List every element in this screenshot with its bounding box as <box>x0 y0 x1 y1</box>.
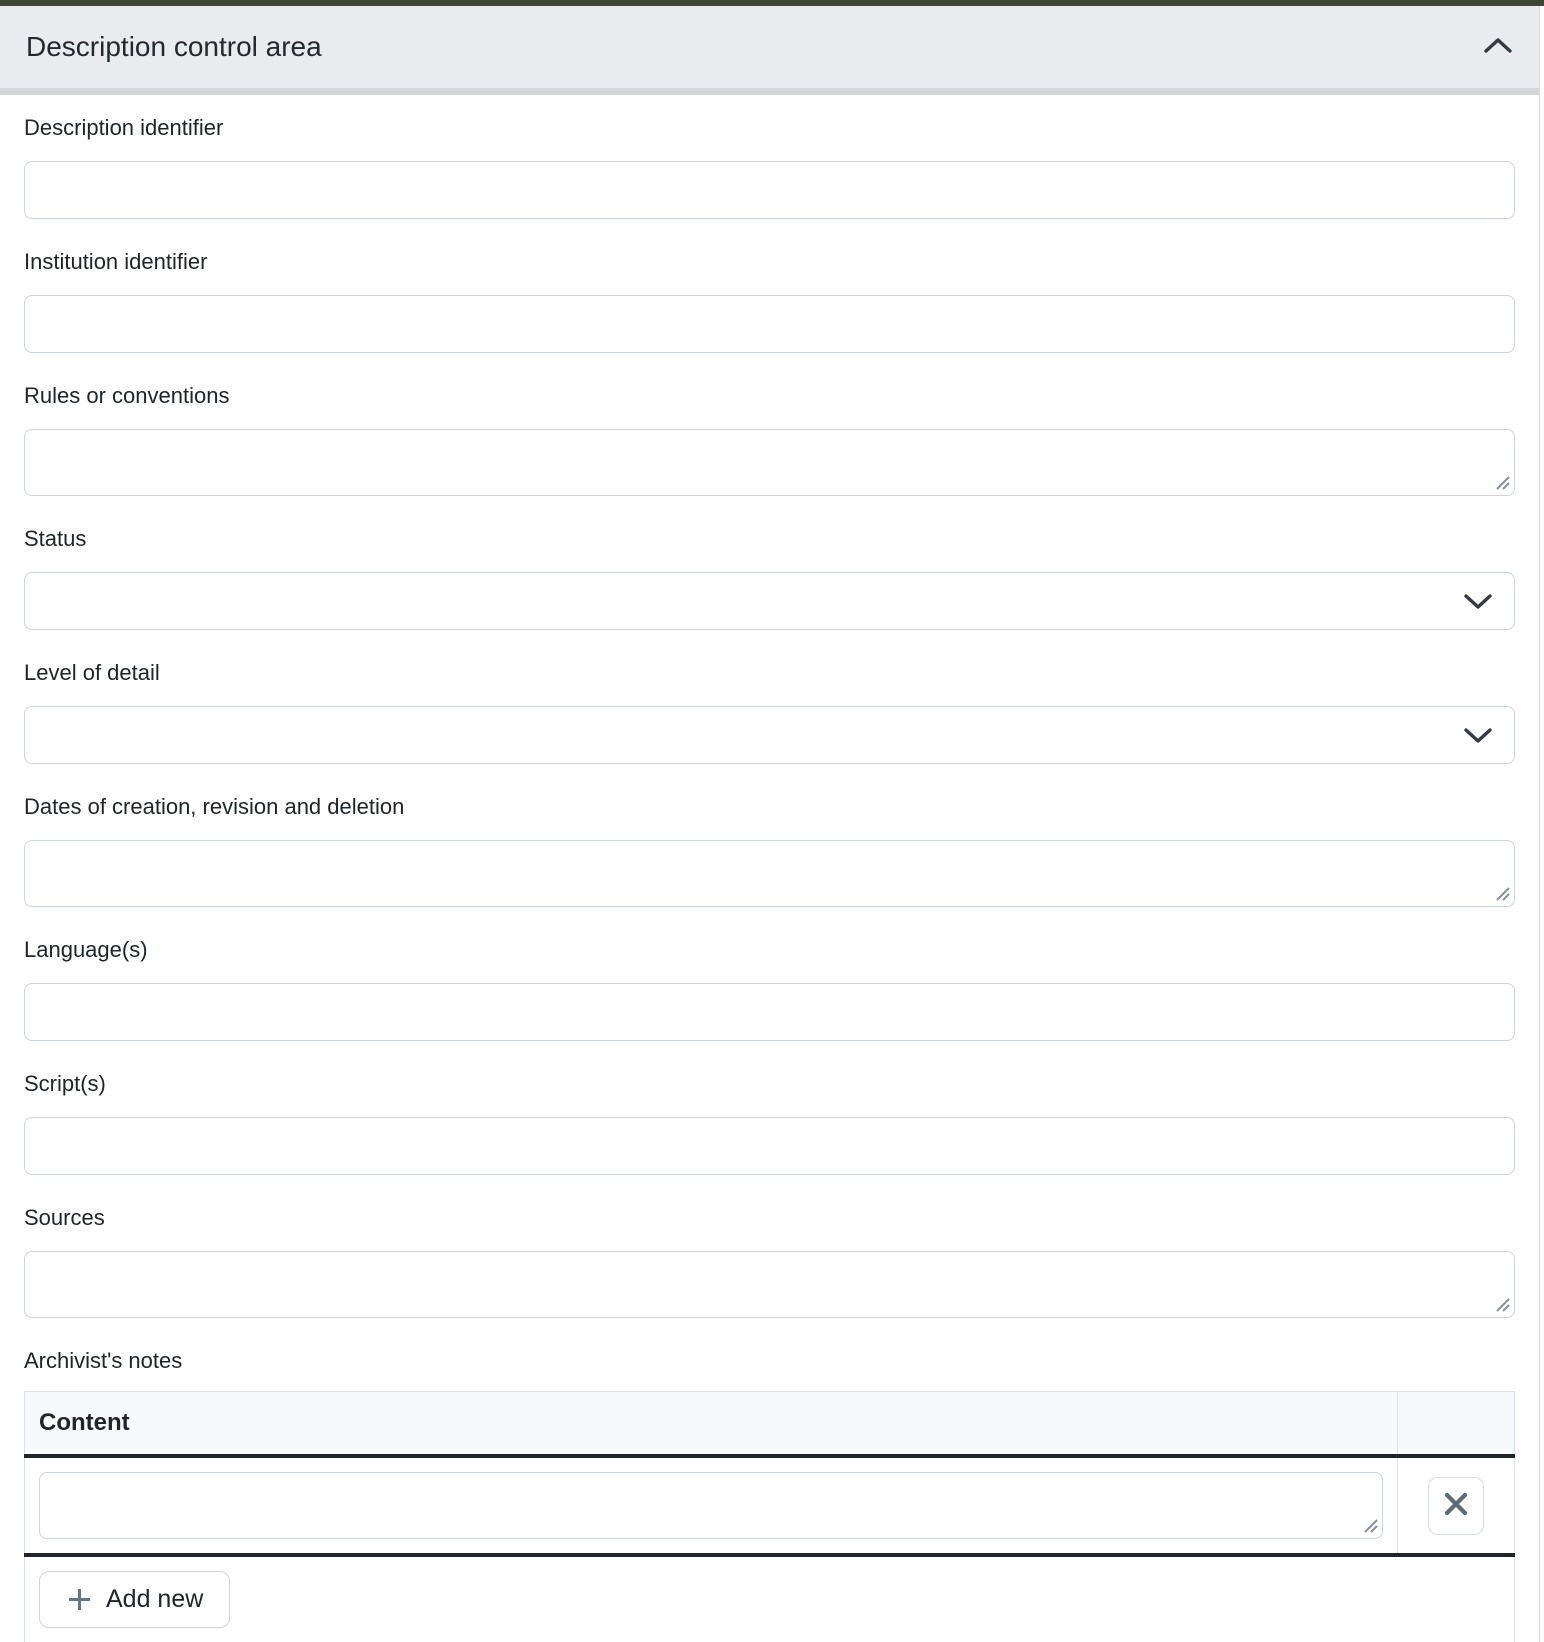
collapse-section-button[interactable] <box>1483 37 1513 57</box>
field-label: Dates of creation, revision and deletion <box>24 794 405 819</box>
field-description-identifier <box>24 113 1515 219</box>
dates-of-creation-textarea[interactable] <box>24 840 1515 907</box>
rules-or-conventions-textarea[interactable] <box>24 429 1515 496</box>
field-scripts <box>24 1069 1515 1175</box>
field-label: Description identifier <box>24 115 224 140</box>
section-header[interactable] <box>0 6 1539 88</box>
scripts-input[interactable] <box>24 1117 1515 1175</box>
field-label: Status <box>24 526 87 551</box>
table-footer-row <box>25 1555 1515 1642</box>
sources-textarea[interactable] <box>24 1251 1515 1318</box>
close-icon <box>1443 1491 1469 1520</box>
add-new-label: Add new <box>106 1585 204 1613</box>
languages-input[interactable] <box>24 983 1515 1041</box>
add-new-button[interactable] <box>39 1571 230 1628</box>
chevron-up-icon <box>1483 37 1513 57</box>
note-content-textarea[interactable] <box>39 1472 1383 1539</box>
field-languages <box>24 935 1515 1041</box>
field-label: Rules or conventions <box>24 383 230 408</box>
field-institution-identifier <box>24 247 1515 353</box>
field-dates-of-creation-revision-deletion <box>24 792 1515 907</box>
field-sources <box>24 1203 1515 1318</box>
delete-row-button[interactable] <box>1428 1477 1484 1535</box>
description-control-area-panel <box>0 6 1540 1642</box>
level-of-detail-select[interactable] <box>24 706 1515 764</box>
archivists-notes-table <box>24 1391 1515 1642</box>
table-header-actions <box>1398 1392 1515 1457</box>
field-label: Sources <box>24 1205 105 1230</box>
plus-icon <box>66 1586 93 1613</box>
table-row <box>25 1456 1515 1555</box>
form-body <box>0 95 1539 1642</box>
field-rules-or-conventions <box>24 381 1515 496</box>
field-level-of-detail <box>24 658 1515 764</box>
field-label: Archivist's notes <box>24 1348 183 1373</box>
field-archivists-notes <box>24 1346 1515 1642</box>
table-header-row <box>25 1392 1515 1457</box>
field-label: Script(s) <box>24 1071 106 1096</box>
status-select[interactable] <box>24 572 1515 630</box>
institution-identifier-input[interactable] <box>24 295 1515 353</box>
header-divider <box>0 88 1539 95</box>
table-header-content: Content <box>25 1392 1398 1457</box>
field-label: Level of detail <box>24 660 160 685</box>
section-title: Description control area <box>26 31 322 62</box>
description-identifier-input[interactable] <box>24 161 1515 219</box>
field-status <box>24 524 1515 630</box>
field-label: Language(s) <box>24 937 148 962</box>
field-label: Institution identifier <box>24 249 208 274</box>
